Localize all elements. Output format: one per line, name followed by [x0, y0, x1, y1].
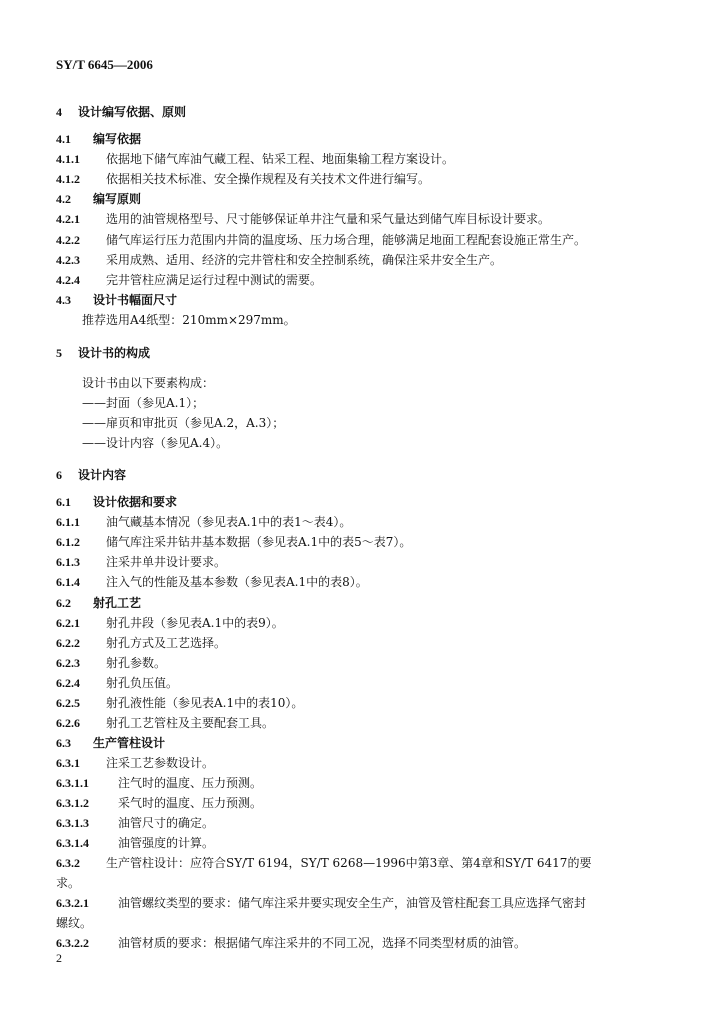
clause-number: 4.2.3 — [56, 253, 80, 267]
clause-text: 编写依据 — [93, 132, 142, 146]
clause-line — [56, 815, 214, 831]
clause-text: 设计编写依据、原则 — [78, 105, 187, 119]
clause-line — [56, 775, 262, 791]
list-item-text: ——封面（参见A.1）； — [82, 396, 205, 410]
clause-number: 5 — [56, 346, 62, 360]
clause-number: 4.1.2 — [56, 172, 80, 186]
clause-line — [56, 855, 591, 871]
list-item — [82, 435, 228, 451]
clause-number: 4.2.2 — [56, 233, 80, 247]
clause-line — [56, 675, 178, 691]
clause-number: 6.2.5 — [56, 696, 80, 710]
list-item-text: ——设计内容（参见A.4）。 — [82, 436, 229, 450]
clause-number: 6.1.2 — [56, 535, 80, 549]
clause-line — [56, 715, 274, 731]
clause-continuation — [56, 875, 80, 891]
clause-text: 生产管柱设计：应符合SY/T 6194，SY/T 6268—1996中第3章、第4章和SY/T 6417的要 — [106, 856, 592, 870]
clause-number: 4.2 — [56, 192, 71, 206]
clause-number: 6.1.3 — [56, 555, 80, 569]
clause-number: 6.3.1.1 — [56, 776, 89, 790]
clause-text: 射孔液性能（参见表A.1中的表10）。 — [106, 696, 304, 710]
clause-line — [56, 795, 262, 811]
subsection-heading — [56, 494, 177, 510]
clause-text: 射孔工艺 — [93, 596, 142, 610]
clause-text: 油管强度的计算。 — [118, 836, 215, 850]
clause-line — [56, 151, 454, 167]
clause-text: 求。 — [56, 876, 81, 890]
page-number: 2 — [56, 951, 62, 965]
subsection-heading — [56, 735, 165, 751]
paragraph-text: 推荐选用A4纸型：210mm×297mm。 — [82, 313, 296, 327]
clause-number: 6.3.2.2 — [56, 936, 89, 950]
clause-text: 依据相关技术标准、安全操作规程及有关技术文件进行编写。 — [106, 172, 431, 186]
clause-text: 完井管柱应满足运行过程中测试的需要。 — [106, 273, 323, 287]
clause-number: 6.2.3 — [56, 656, 80, 670]
clause-number: 4.1 — [56, 132, 71, 146]
clause-number: 4.1.1 — [56, 152, 80, 166]
clause-number: 6.3.1.2 — [56, 796, 89, 810]
clause-text: 射孔方式及工艺选择。 — [106, 636, 227, 650]
clause-text: 编写原则 — [93, 192, 142, 206]
clause-line — [56, 171, 430, 187]
clause-text: 螺纹。 — [56, 916, 93, 930]
section-heading — [56, 345, 150, 361]
clause-text: 注采工艺参数设计。 — [106, 756, 215, 770]
clause-number: 6.3.2.1 — [56, 896, 89, 910]
clause-line — [56, 272, 322, 288]
clause-text: 射孔负压值。 — [106, 676, 179, 690]
clause-number: 6.1 — [56, 495, 71, 509]
standard-code-header: SY/T 6645—2006 — [56, 57, 153, 72]
clause-line — [56, 895, 586, 911]
clause-line — [56, 655, 166, 671]
clause-number: 6.2.1 — [56, 616, 80, 630]
clause-number: 4.3 — [56, 293, 71, 307]
subsection-heading — [56, 292, 177, 308]
subsection-heading — [56, 191, 141, 207]
clause-line — [56, 574, 368, 590]
clause-number: 4 — [56, 105, 62, 119]
clause-text: 采用成熟、适用、经济的完井管柱和安全控制系统，确保注采井安全生产。 — [106, 253, 503, 267]
clause-number: 6.3.1 — [56, 756, 80, 770]
clause-text: 油管螺纹类型的要求：储气库注采井要实现安全生产，油管及管柱配套工具应选择气密封 — [118, 896, 587, 910]
clause-text: 油气藏基本情况（参见表A.1中的表1～表4）。 — [106, 515, 352, 529]
subsection-heading — [56, 131, 141, 147]
clause-line — [56, 232, 586, 248]
clause-line — [56, 755, 214, 771]
paragraph-line — [82, 312, 296, 328]
clause-text: 射孔工艺管柱及主要配套工具。 — [106, 716, 275, 730]
clause-text: 选用的油管规格型号、尺寸能够保证单井注气量和采气量达到储气库目标设计要求。 — [106, 212, 551, 226]
clause-text: 设计书的构成 — [78, 346, 151, 360]
clause-text: 射孔井段（参见表A.1中的表9）。 — [106, 616, 284, 630]
clause-text: 依据地下储气库油气藏工程、钻采工程、地面集输工程方案设计。 — [106, 152, 455, 166]
paragraph-line — [82, 375, 214, 391]
clause-line — [56, 554, 226, 570]
clause-number: 6.2.2 — [56, 636, 80, 650]
clause-line — [56, 935, 526, 951]
paragraph-text: 设计书由以下要素构成： — [82, 376, 215, 390]
clause-number: 6.3 — [56, 736, 71, 750]
clause-text: 注入气的性能及基本参数（参见表A.1中的表8）。 — [106, 575, 368, 589]
clause-number: 4.2.1 — [56, 212, 80, 226]
clause-number: 6.2 — [56, 596, 71, 610]
subsection-heading — [56, 595, 141, 611]
clause-text: 储气库注采井钻井基本数据（参见表A.1中的表5～表7）。 — [106, 535, 412, 549]
clause-number: 6.3.2 — [56, 856, 80, 870]
clause-number: 6.2.4 — [56, 676, 80, 690]
clause-line — [56, 835, 214, 851]
clause-text: 储气库运行压力范围内井筒的温度场、压力场合理，能够满足地面工程配套设施正常生产。 — [106, 233, 587, 247]
clause-line — [56, 514, 351, 530]
clause-text: 采气时的温度、压力预测。 — [118, 796, 263, 810]
clause-text: 注气时的温度、压力预测。 — [118, 776, 263, 790]
clause-text: 设计书幅面尺寸 — [93, 293, 178, 307]
clause-line — [56, 635, 226, 651]
clause-number: 6.3.1.4 — [56, 836, 89, 850]
clause-continuation — [56, 915, 92, 931]
clause-line — [56, 695, 303, 711]
clause-number: 6 — [56, 468, 62, 482]
clause-text: 设计内容 — [78, 468, 127, 482]
clause-number: 6.2.6 — [56, 716, 80, 730]
clause-line — [56, 252, 502, 268]
clause-line — [56, 615, 284, 631]
clause-text: 生产管柱设计 — [93, 736, 166, 750]
list-item — [82, 415, 284, 431]
clause-number: 4.2.4 — [56, 273, 80, 287]
clause-line — [56, 211, 550, 227]
clause-number: 6.1.4 — [56, 575, 80, 589]
clause-text: 设计依据和要求 — [93, 495, 178, 509]
clause-text: 射孔参数。 — [106, 656, 167, 670]
clause-number: 6.3.1.3 — [56, 816, 89, 830]
clause-text: 油管材质的要求：根据储气库注采井的不同工况，选择不同类型材质的油管。 — [118, 936, 527, 950]
clause-text: 油管尺寸的确定。 — [118, 816, 215, 830]
clause-number: 6.1.1 — [56, 515, 80, 529]
list-item — [82, 395, 204, 411]
section-heading — [56, 467, 126, 483]
clause-text: 注采井单井设计要求。 — [106, 555, 227, 569]
list-item-text: ——扉页和审批页（参见A.2，A.3）； — [82, 416, 285, 430]
clause-line — [56, 534, 411, 550]
section-heading — [56, 104, 186, 120]
